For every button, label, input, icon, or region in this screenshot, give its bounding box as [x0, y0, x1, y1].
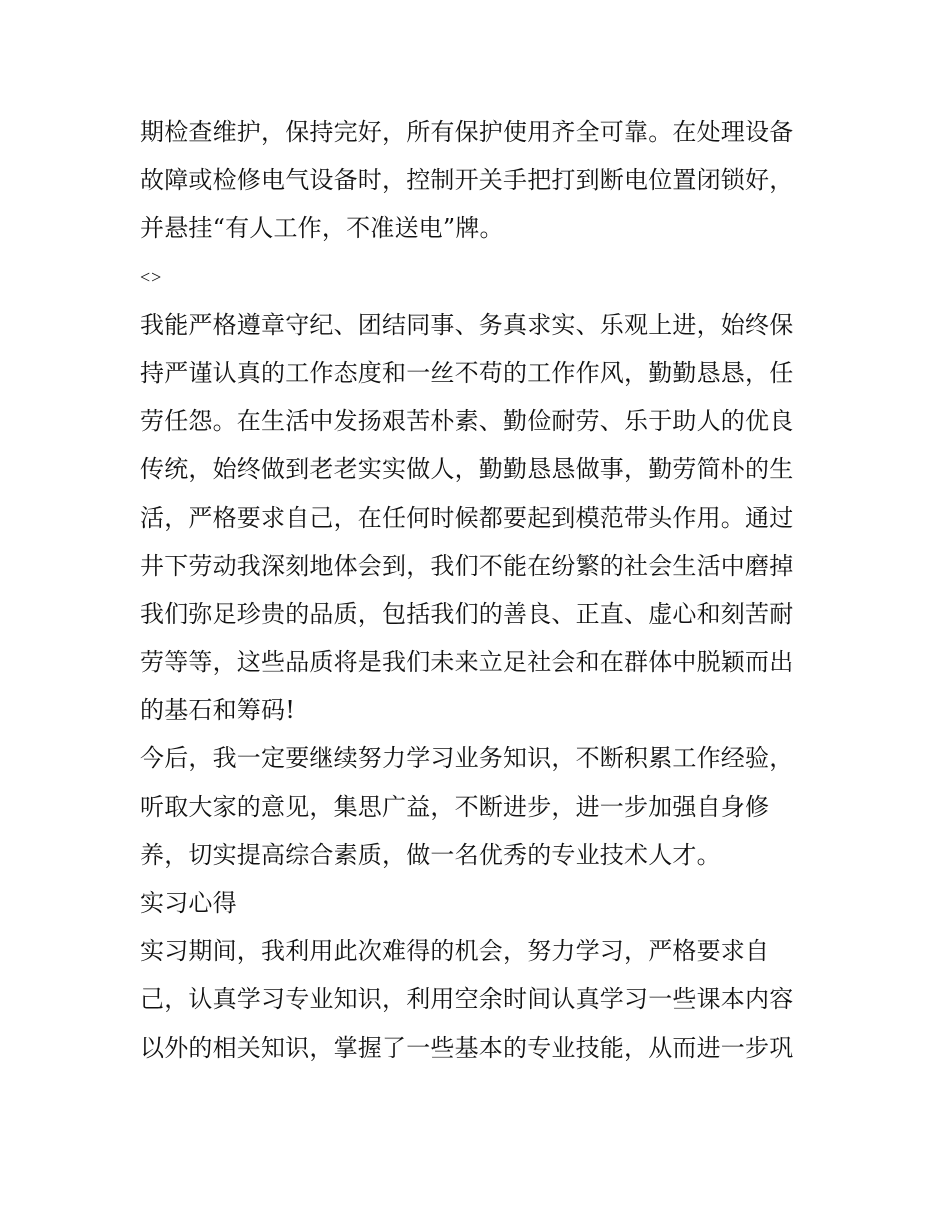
text-line: 实习期间，我利用此次难得的机会，努力学习，严格要求自: [140, 937, 770, 966]
text-line: 劳任怨。在生活中发扬艰苦朴素、勤俭耐劳、乐于助人的优良: [140, 407, 794, 436]
text-line: 己，认真学习专业知识，利用空余时间认真学习一些课本内容: [140, 985, 794, 1014]
text-line: 活，严格要求自己，在任何时候都要起到模范带头作用。通过: [140, 503, 794, 532]
text-line: 并悬挂“有人工作，不准送电”牌。: [140, 214, 504, 243]
text-line: 我们弥足珍贵的品质，包括我们的善良、正直、虚心和刻苦耐: [140, 599, 794, 628]
text-line: 听取大家的意见，集思广益，不断进步，进一步加强自身修: [140, 792, 770, 821]
text-line: 持严谨认真的工作态度和一丝不苟的工作作风，勤勤恳恳，任: [140, 358, 794, 387]
text-line: 我能严格遵章守纪、团结同事、务真求实、乐观上进，始终保: [140, 310, 794, 339]
text-line: 今后，我一定要继续努力学习业务知识，不断积累工作经验，: [140, 744, 794, 773]
text-line: 劳等等，这些品质将是我们未来立足社会和在群体中脱颖而出: [140, 648, 794, 677]
text-line: 的基石和筹码!: [140, 696, 296, 725]
text-line: 期检查维护，保持完好，所有保护使用齐全可靠。在处理设备: [140, 118, 794, 146]
document-page: [140, 108, 820, 1072]
text-line: 故障或检修电气设备时，控制开关手把打到断电位置闭锁好，: [140, 166, 794, 195]
placeholder-marker: <>: [140, 266, 163, 287]
text-line: 传统，始终做到老老实实做人，勤勤恳恳做事，勤劳简朴的生: [140, 455, 794, 484]
section-heading: 实习心得: [140, 889, 237, 917]
text-line: 养，切实提高综合素质，做一名优秀的专业技术人才。: [140, 840, 721, 869]
text-line: 井下劳动我深刻地体会到，我们不能在纷繁的社会生活中磨掉: [140, 551, 794, 580]
text-line: 以外的相关知识，掌握了一些基本的专业技能，从而进一步巩: [140, 1033, 794, 1062]
